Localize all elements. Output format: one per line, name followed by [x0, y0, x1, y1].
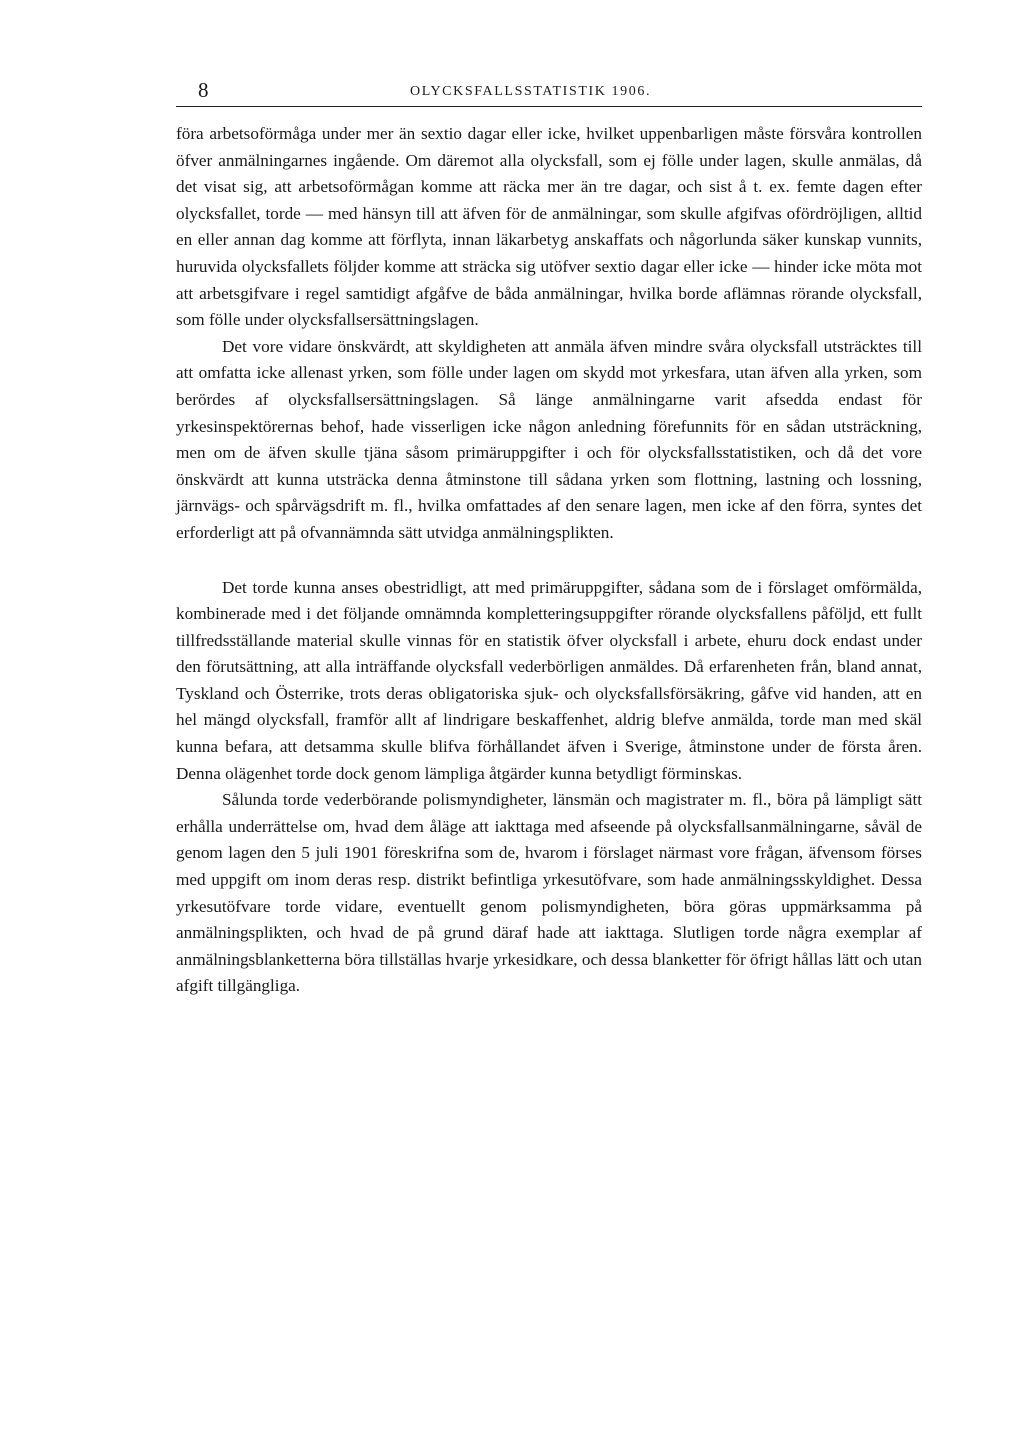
paragraph: Sålunda torde vederbörande polismyndigheter, länsmän och magistrater m. fl., böra på lämpligt sätt erhålla underrättelse om, hvad dem åläge att iakttaga med afseende på olycksfallsanmälningarne, såväl de genom lagen den 5 juli 1901 föreskrifna som de, hvarom i förslaget närmast vore frågan, äfvensom förses med uppgift om inom deras resp. distrikt befintliga yrkesutöfvare, som hade anmälningsskyldighet. Dessa yrkesutöfvare torde vidare, eventuellt genom polismyndigheten, böra göras uppmärksamma på anmälningsplikten, och hvad de på grund däraf hade att iakttaga. Slutligen torde några exemplar af anmälningsblanketterna böra tillställas hvarje yrkesidkare, och dessa blanketter för öfrigt hållas lätt och utan afgift tillgängliga. [176, 790, 922, 996]
running-title: OLYCKSFALLSSTATISTIK 1906. [410, 84, 652, 99]
document-page [176, 76, 922, 1000]
body-text [176, 121, 922, 1000]
paragraph: Det vore vidare önskvärdt, att skyldigheten att anmäla äfven mindre svåra olycksfall utsträcktes till att omfatta icke allenast yrken, som fölle under lagen om skydd mot yrkesfara, utan äfven alla yrken, som berördes af olycksfallsersättningslagen. Så länge anmälningarne varit afsedda endast för yrkesinspektörernas behof, hade visserligen icke någon anledning förefunnits för en sådan utsträckning, men om de äfven skulle tjäna såsom primäruppgifter i och för olycksfallsstatistiken, och då det vore önskvärdt att kunna utsträcka denna åtminstone till sådana yrken som flottning, lastning och lossning, järnvägs- och spårvägsdrift m. fl., hvilka omfattades af den senare lagen, men icke af den förra, syntes det erforderligt att på ofvannämnda sätt utvidga anmälningsplikten. [176, 336, 922, 542]
paragraph: Det torde kunna anses obestridligt, att med primäruppgifter, sådana som de i förslaget omförmälda, kombinerade med i det följande omnämnda kompletteringsuppgifter rörande olycksfallens påföljd, ett fullt tillfredsställande material skulle vinnas för en statistik öfver olycksfall i arbete, ehuru dock endast under den förutsättning, att alla inträffande olycksfall vederbörligen anmäldes. Då erfarenheten från, bland annat, Tyskland och Österrike, trots deras obligatoriska sjuk- och olycksfallsförsäkring, gåfve vid handen, att en hel mängd olycksfall, framför allt af lindrigare beskaffenhet, aldrig blefve anmälda, torde man med skäl kunna befara, att detsamma skulle blifva förhållandet äfven i Sverige, åtminstone under de första åren. Denna olägenhet torde dock genom lämpliga åtgärder kunna betydligt förminskas. [176, 577, 922, 783]
paragraph-continuation: föra arbetsoförmåga under mer än sextio dagar eller icke, hvilket uppenbarligen måste försvåra kontrollen öfver anmälningarnes ingående. Om däremot alla olycksfall, som ej fölle under lagen, skulle anmälas, då det visat sig, att arbetsoförmågan komme att räcka mer än tre dagar, och sist å t. ex. femte dagen efter olycksfallet, torde — med hänsyn till att äfven för de anmälningar, som skulle afgifvas ofördröjligen, alltid en eller annan dag komme att förflyta, innan läkarbetyg anskaffats och någorlunda säker kunskap vunnits, huruvida olycksfallets följder komme att sträcka sig utöfver sextio dagar eller icke — hinder icke möta mot att arbetsgifvare i regel samtidigt afgåfve de båda anmälningar, hvilka borde aflämnas rörande olycksfall, som fölle under olycksfallsersättningslagen. [176, 124, 922, 330]
page-header [176, 76, 922, 107]
page-number: 8 [198, 78, 209, 102]
